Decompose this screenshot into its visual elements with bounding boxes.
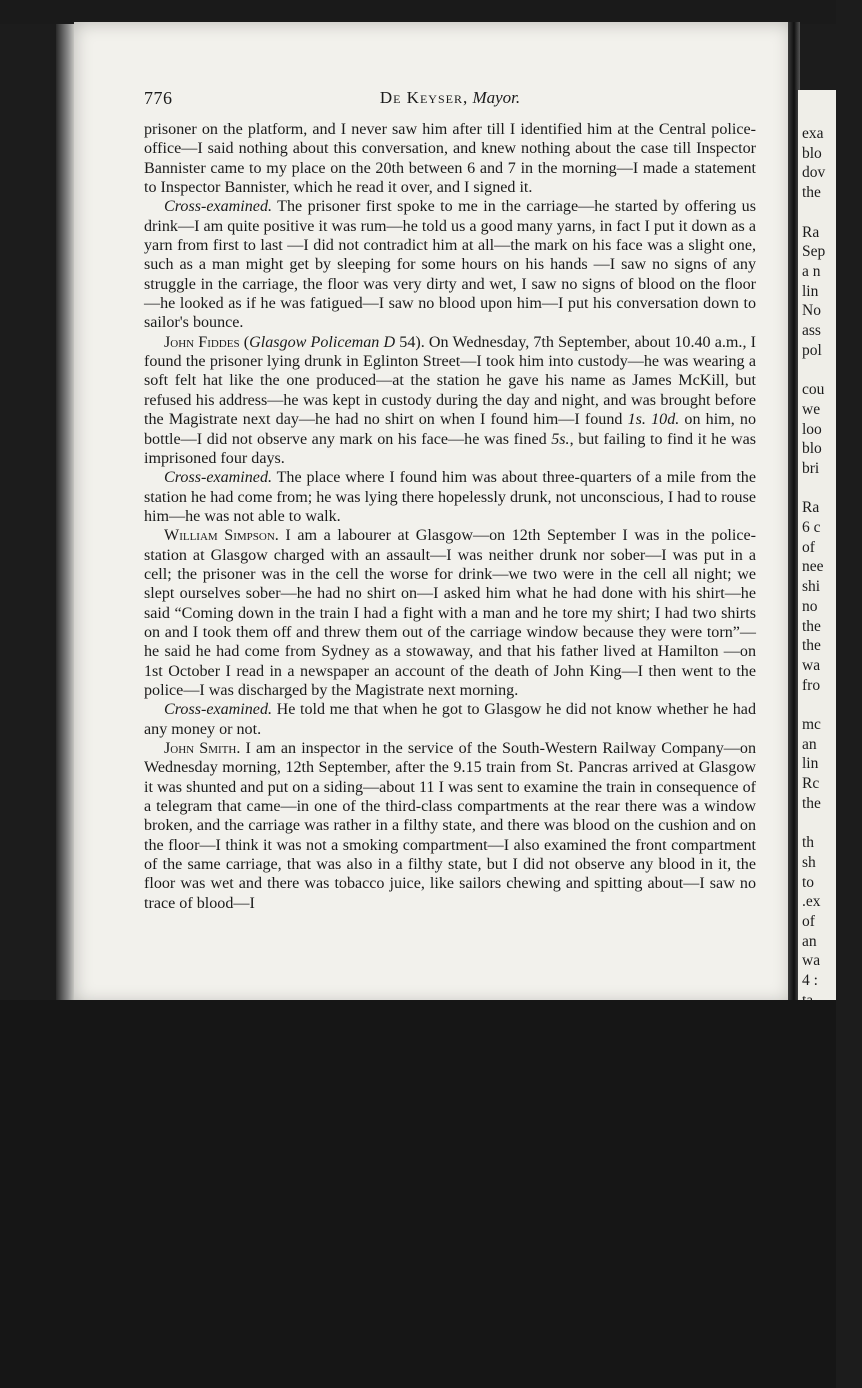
facing-page-fragment: No	[802, 302, 821, 320]
paragraph-text: The place where I found him was about three-quarters of a mile from the station he had come from; he was lying there hopelessly drunk, not unconscious, I had to rouse him—he was not able to walk.	[144, 469, 756, 525]
facing-page-fragment: pol	[802, 341, 822, 359]
scan-border-top	[0, 0, 836, 24]
money-amount: 5s.	[551, 430, 570, 448]
facing-page-fragment: to	[802, 873, 815, 891]
facing-page-fragment: cou	[802, 381, 825, 399]
scan-border-bottom	[0, 1000, 836, 1388]
page-number: 776	[144, 88, 173, 108]
facing-page-fragment: Ra	[802, 223, 820, 241]
paragraph-cross-examination	[144, 197, 756, 332]
witness-name: John Smith.	[164, 740, 241, 757]
paragraph-text: (	[239, 333, 250, 351]
facing-page-fragment: fro	[802, 676, 821, 694]
paragraph-witness-fiddes	[144, 333, 756, 468]
facing-page-fragment: a n	[802, 262, 821, 280]
facing-page-fragment: th	[802, 834, 815, 852]
facing-page-fragment: wa	[802, 656, 821, 674]
facing-page-edge	[798, 90, 836, 1010]
cross-examined-label: Cross-examined.	[164, 701, 273, 719]
facing-page-fragment: mc	[802, 716, 821, 733]
facing-page-fragment: nee	[802, 558, 824, 576]
facing-page-fragment: no	[802, 597, 818, 615]
running-head-title: Mayor.	[472, 88, 521, 107]
facing-page-fragment: of	[802, 913, 815, 930]
facing-page-fragment: we	[802, 400, 821, 418]
facing-page-fragment: of	[802, 538, 815, 556]
running-head	[144, 88, 756, 108]
facing-page-fragment: bri	[802, 459, 820, 477]
facing-page-fragment: the	[802, 184, 821, 202]
paragraph-witness-smith	[144, 739, 756, 913]
witness-role: Glasgow Policeman D	[249, 333, 396, 351]
paragraph-text: I am a labourer at Glasgow—on 12th September I was in the police-station at Glasgow charged with an assault—I was neither drunk nor sober—I was put in a cell; the prisoner was in the cell the worse for drink—we two were in the cell all night; we slept ourselves sober—he had no shirt on—I asked him what he had done with his shirt—he said “Coming down in the train I had a fight with a man and he tore my shirt; I had two shirts on and I took them off and threw them out of the carriage window because they were torn”—he said he had come from Sydney as a stowaway, and that his father lived at Hamilton —on 1st October I read in a newspaper an account of the death of John King—I then went to the police—I was discharged by the Magistrate next morning.	[144, 527, 756, 699]
paragraph-text: , but failing to find it he was imprisoned four days.	[144, 430, 757, 467]
paragraph-witness-simpson	[144, 526, 756, 700]
paragraph-text: on him, no bottle—I did not observe any mark on his face—he was fined	[144, 411, 756, 448]
witness-name: John Fiddes	[164, 333, 240, 351]
page-header	[144, 88, 756, 112]
facing-page-fragment: the	[802, 794, 821, 812]
facing-page-fragment: Sep	[802, 243, 826, 261]
facing-page-fragment: shi	[802, 578, 821, 596]
paragraph-text: 54). On Wednesday, 7th September, about 10.40 a.m., I found the prisoner lying drunk in Eglinton Street—I took him into custody—he was wearing a soft felt hat like the one produced—at the station he gave his name as James McKill, but refused his address—he was kept in custody during the day and night, and was brought before the Magistrate next day—he had no shirt on when I found him—I found	[144, 333, 756, 429]
paragraph-text: The prisoner first spoke to me in the carriage—he started by offering us drink—I am quite positive it was rum—he told us a good many yarns, in fact I put it down as a yarn from first to last —I did not contradict him at all—the mark on his face was a slight one, such as a man might get by sleeping for some hours on his hands —I saw no signs of any struggle in the carriage, the floor was very dirty and wet, I saw no signs of blood on the floor—he looked as if he was fatigued—I saw no blood upon him—I put his conversation down to sailor's bounce.	[144, 198, 756, 332]
paragraph-text: He told me that when he got to Glasgow he did not know whether he had any money or not.	[144, 701, 756, 738]
facing-page-fragment: wa	[802, 952, 821, 970]
facing-page-fragment: blo	[802, 440, 822, 458]
facing-page-fragment: ass	[802, 322, 821, 339]
facing-page-fragment: the	[802, 637, 821, 655]
facing-page-fragment: 6 c	[802, 519, 821, 536]
facing-page-fragment: lin	[802, 282, 819, 300]
page-edge-fringe	[56, 24, 76, 1004]
facing-page-fragment: lin	[802, 755, 819, 773]
facing-page-fragment: 4 :	[802, 972, 818, 990]
facing-page-fragment: the	[802, 617, 821, 635]
facing-page-fragment: dov	[802, 164, 826, 182]
facing-page-fragment: an	[802, 932, 817, 950]
facing-page-fragment: exa	[802, 125, 824, 142]
facing-page-fragment: blo	[802, 144, 822, 162]
witness-name: William Simpson.	[164, 527, 279, 545]
paragraph-text: prisoner on the platform, and I never saw him after till I identified him at the Central police-office—I said nothing about this conversation, and knew nothing about the case till Inspector Bannister came to my place on the 20th between 6 and 7 in the morning—I made a statement to Inspector Bannister, which he read it over, and I signed it.	[144, 121, 756, 197]
facing-page-fragment: .ex	[802, 893, 821, 911]
cross-examined-label: Cross-examined.	[164, 469, 273, 487]
testimony-body	[144, 120, 756, 913]
cross-examined-label: Cross-examined.	[164, 198, 273, 216]
facing-page-fragment: Rc	[802, 775, 820, 793]
facing-page-fragment: sh	[802, 853, 816, 871]
facing-page-fragment: Ra	[802, 499, 820, 517]
paragraph-continuation	[144, 120, 756, 197]
paragraph-text: I am an inspector in the service of the South-Western Railway Company—on Wednesday morning, 12th September, after the 9.15 train from St. Pancras arrived at Glasgow it was shunted and put on a siding—about 11 I was sent to examine the train in consequence of a telegram that came—in one of the third-class compartments at the rear there was a window broken, and the carriage was rather in a filthy state, and there was blood on the cushion and on the floor—I think it was not a smoking compartment—I also examined the front compartment of the same carriage, that was also in a filthy state, but I did not observe any blood in it, the floor was wet and there was tobacco juice, like sailors chewing and spitting about—I saw no trace of blood—I	[144, 740, 756, 912]
running-head-name: De Keyser,	[379, 88, 469, 107]
paragraph-cross-examination	[144, 700, 756, 739]
facing-page-fragment: loo	[802, 420, 822, 438]
facing-page-fragment: an	[802, 735, 817, 753]
paragraph-cross-examination	[144, 468, 756, 526]
money-amount: 1s. 10d.	[627, 411, 680, 429]
